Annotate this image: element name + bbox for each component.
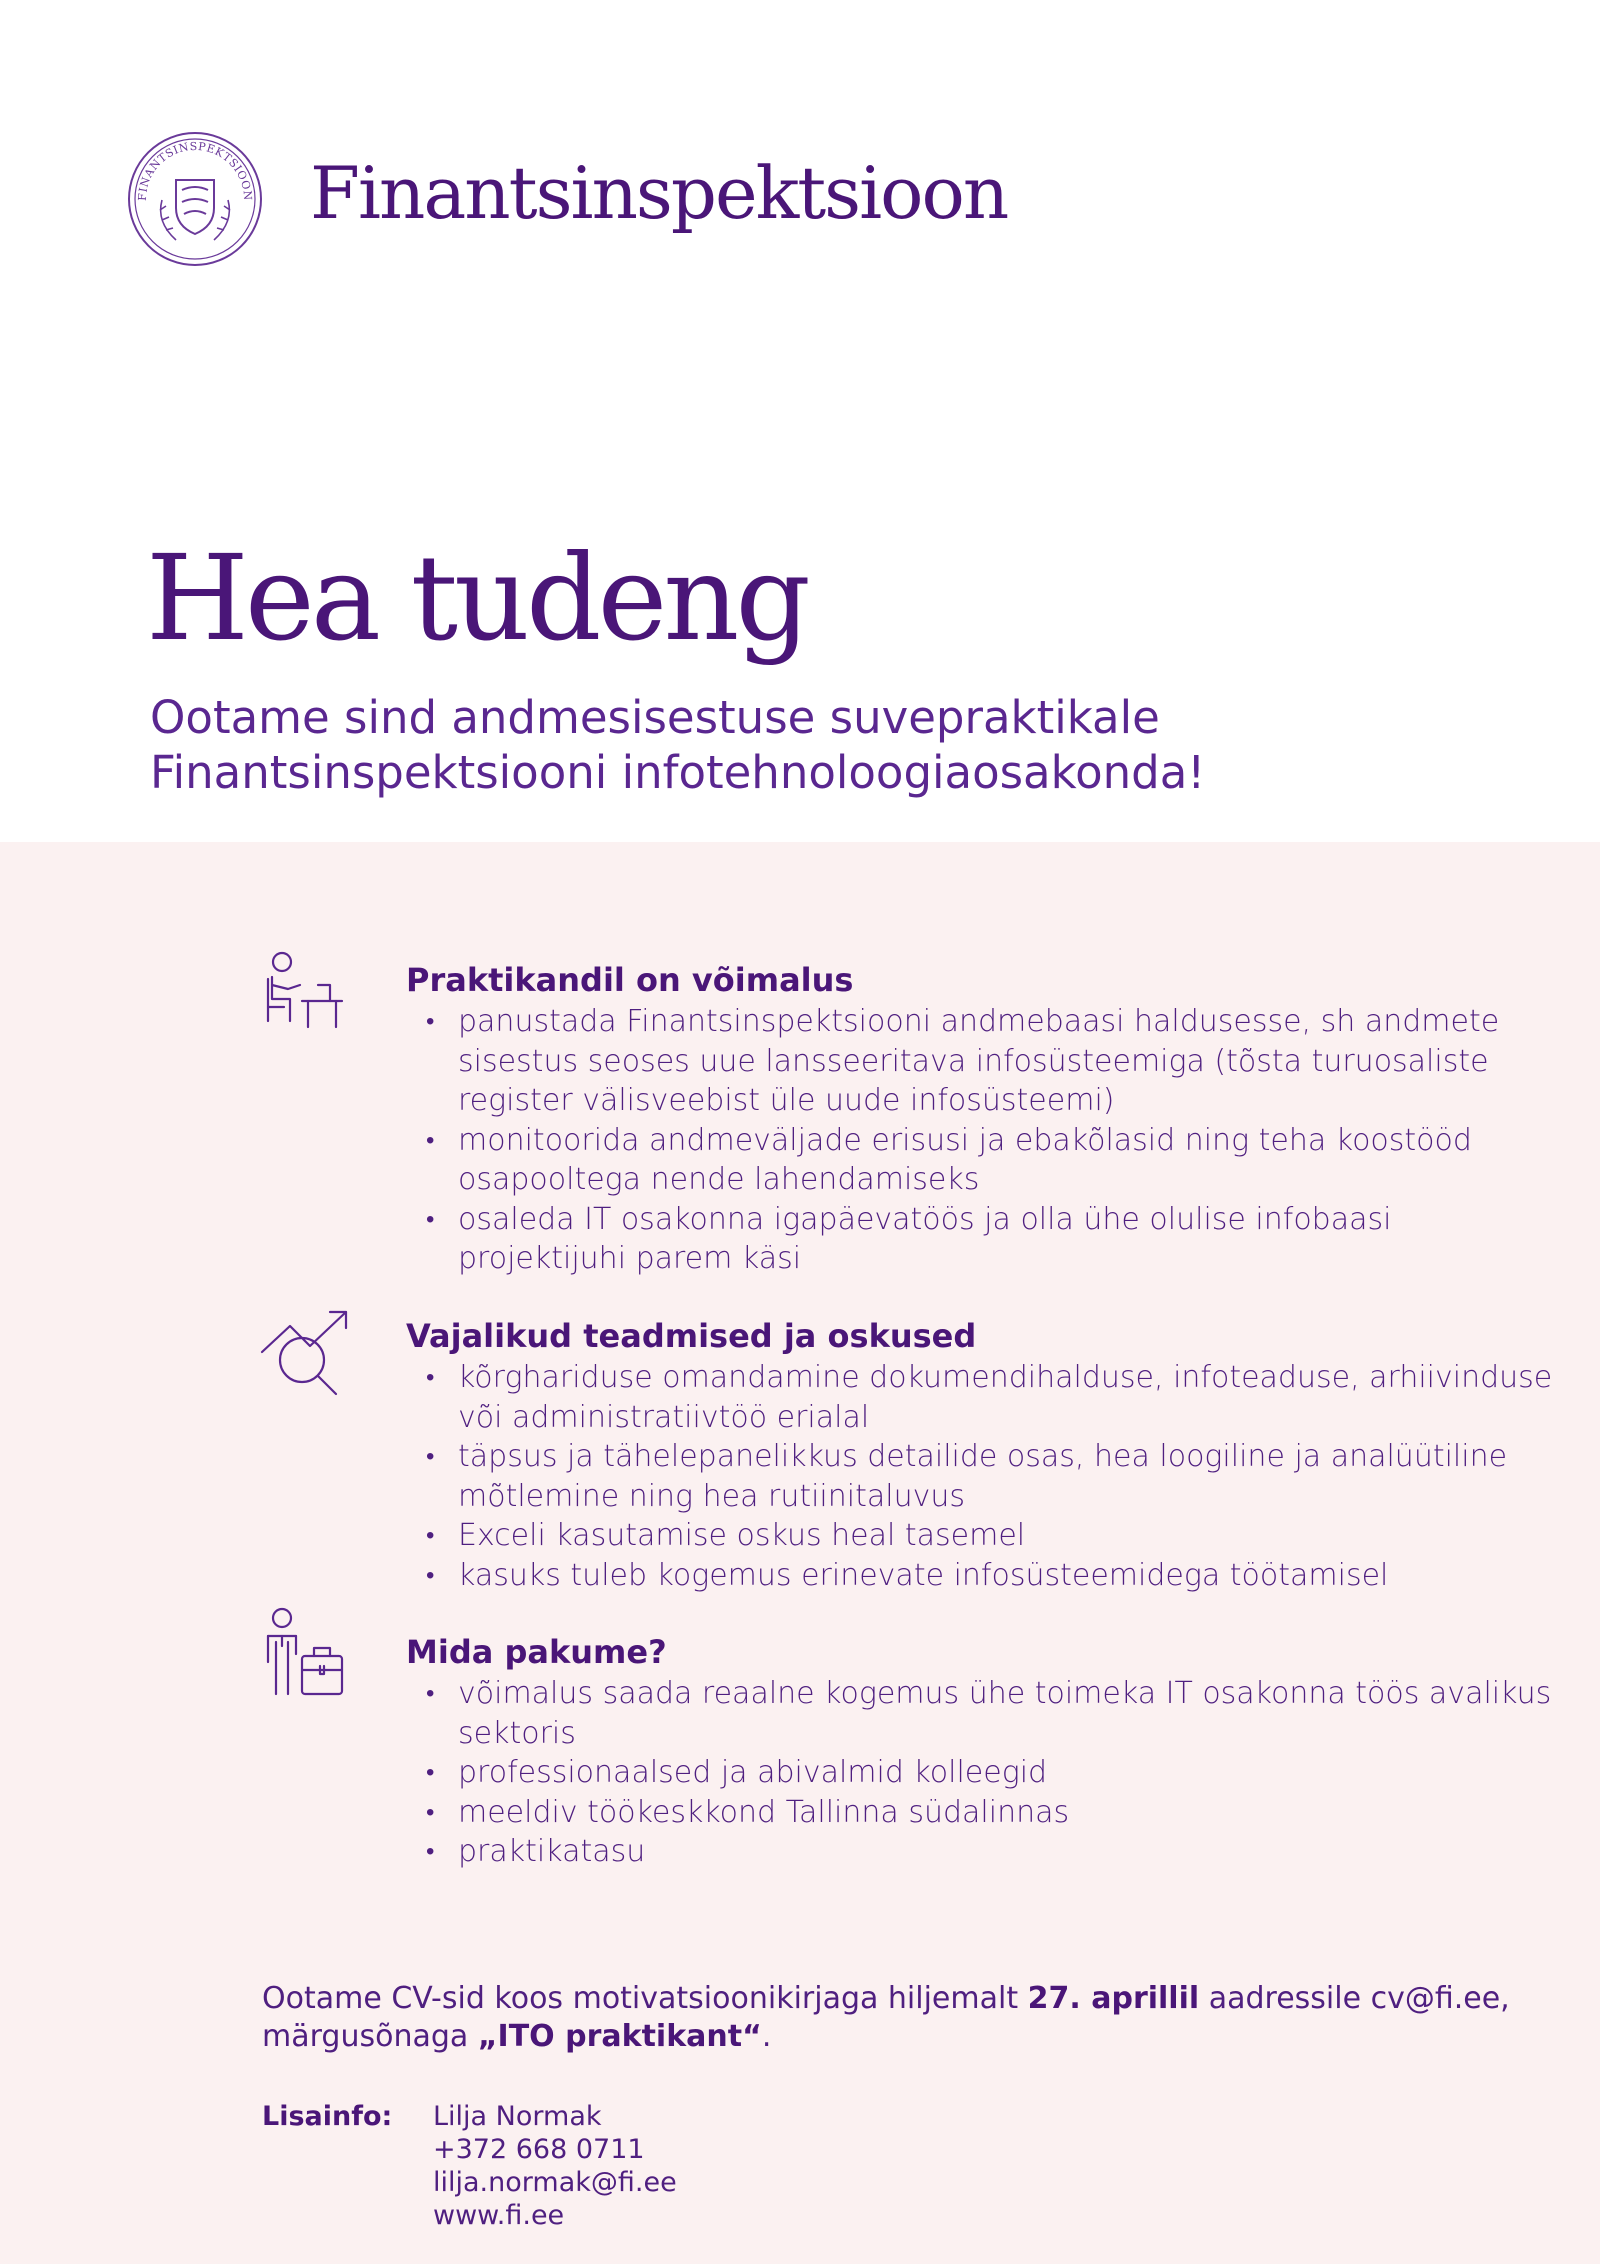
list-item: • osaleda IT osakonna igapäevatöös ja olla ühe olulise infobaasi projektijuhi parem käsi <box>406 1200 1556 1279</box>
contact-details <box>433 2100 677 2232</box>
svg-text:FINANTSINSPEKTSIOON: FINANTSINSPEKTSIOON <box>135 139 255 202</box>
bullet-list <box>406 1674 1556 1872</box>
contact-label: Lisainfo: <box>262 2101 393 2132</box>
apply-text-end: . <box>761 2019 772 2054</box>
person-briefcase-icon <box>256 1602 356 1702</box>
list-item: • professionaalsed ja abivalmid kolleegid <box>406 1753 1556 1793</box>
list-item: • praktikatasu <box>406 1832 1556 1872</box>
bullet-list <box>406 1002 1556 1279</box>
apply-text-middle: aadressile cv@fi.ee, märgusõnaga <box>262 1981 1510 2054</box>
contact-phone[interactable]: +372 668 0711 <box>433 2134 645 2165</box>
person-at-desk-icon <box>258 945 358 1045</box>
section-heading: Mida pakume? <box>406 1633 667 1671</box>
subtitle-line-2: Finantsinspektsiooni infotehnoloogiaosakonda! <box>150 746 1206 799</box>
brand-name: Finantsinspektsioon <box>310 151 1008 235</box>
section-heading: Vajalikud teadmised ja oskused <box>406 1317 977 1355</box>
apply-text-start: Ootame CV-sid koos motivatsioonikirjaga hiljemalt <box>262 1981 1028 2016</box>
section-requirements <box>406 1314 1556 1595</box>
header-area <box>0 0 1600 842</box>
contact-email[interactable]: lilja.normak@fi.ee <box>433 2167 677 2198</box>
section-opportunities <box>406 958 1556 1279</box>
list-item: • võimalus saada reaalne kogemus ühe toimeka IT osakonna töös avalikus sektoris <box>406 1674 1556 1753</box>
section-offer <box>406 1630 1556 1872</box>
deadline-date: 27. aprillil <box>1027 1981 1200 2016</box>
trend-magnifier-icon <box>254 1302 354 1402</box>
section-heading: Praktikandil on võimalus <box>406 961 854 999</box>
page-subtitle <box>150 690 1550 800</box>
list-item: • täpsus ja tähelepanelikkus detailide osas, hea loogiline ja analüütiline mõtlemine ning hea rutiinitaluvus <box>406 1437 1556 1516</box>
subtitle-line-1: Ootame sind andmesisestuse suvepraktikale <box>150 691 1160 744</box>
page-title: Hea tudeng <box>146 529 807 667</box>
seal-logo <box>126 130 264 268</box>
list-item: • monitoorida andmeväljade erisusi ja ebakõlasid ning teha koostööd osapooltega nende lahendamiseks <box>406 1121 1556 1200</box>
list-item: • panustada Finantsinspektsiooni andmebaasi haldusesse, sh andmete sisestus seoses uue lansseeritava infosüsteemiga (tõsta turuosaliste register välisveebist üle uude infosüsteemi) <box>406 1002 1556 1121</box>
list-item: • meeldiv töökeskkond Tallinna südalinnas <box>406 1793 1556 1833</box>
list-item: • kasuks tuleb kogemus erinevate infosüsteemidega töötamisel <box>406 1556 1556 1596</box>
contact-name: Lilja Normak <box>433 2101 602 2132</box>
application-note <box>262 1980 1562 2056</box>
list-item: • kõrghariduse omandamine dokumendihalduse, infoteaduse, arhiivinduse või administratiivtöö erialal <box>406 1358 1556 1437</box>
list-item: • Exceli kasutamise oskus heal tasemel <box>406 1516 1556 1556</box>
application-keyword: „ITO praktikant“ <box>477 2019 762 2054</box>
contact-website[interactable]: www.fi.ee <box>433 2200 565 2231</box>
bullet-list <box>406 1358 1556 1595</box>
